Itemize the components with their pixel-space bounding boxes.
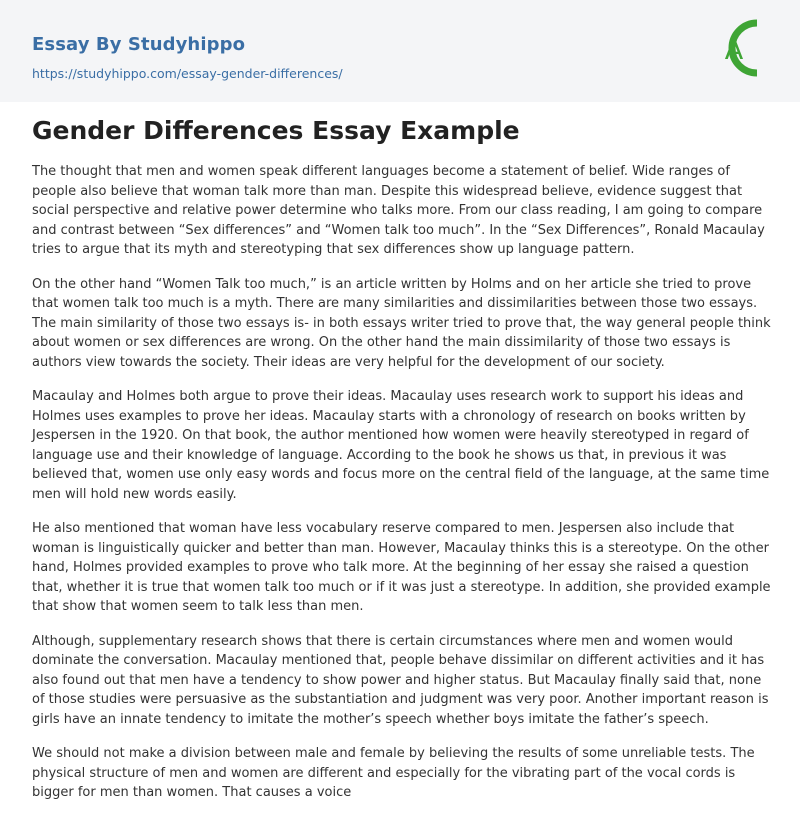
article-paragraph: He also mentioned that woman have less vocabulary reserve compared to men. Jespersen also include that woman is linguistically quicker and better than man. However, Macaulay thinks this is a stereotype. On the other hand, Holmes provided examples to prove who talk more. At the beginning of her essay she raised a question that, whether it is true that women talk too much or if it was just a stereotype. In addition, she provided example that show that women seem to talk less than men. [32,521,771,614]
article-paragraph: Although, supplementary research shows that there is certain circumstances where men and women would dominate the conversation. Macaulay mentioned that, people behave dissimilar on different activities and it has also found out that men have a tendency to show power and higher status. But Macaulay finally said that, none of those studies were persuasive as the substantiation and judgment was very poor. Another important reason is girls have an innate tendency to imitate the mother’s speech whether boys imitate the father’s speech. [32,633,769,727]
site-header [0,0,800,102]
page-url-link[interactable]: https://studyhippo.com/essay-gender-differences/ [32,66,343,81]
site-title[interactable]: Essay By Studyhippo [32,34,246,55]
article-paragraph: Macaulay and Holmes both argue to prove their ideas. Macaulay uses research work to support his ideas and Holmes uses examples to prove her ideas. Macaulay starts with a chronology of research on books written by Jespersen in the 1920. On that book, the author mentioned how women were heavily stereotyped in regard of language use and their knowledge of language. According to the book he shows us that, in previous it was believed that, women use only easy words and focus more on the central field of the language, at the same time men will hold new words easily. [32,389,770,502]
logo-letter: A [724,35,744,66]
article-paragraph: We should not make a division between male and female by believing the results of some unreliable tests. The physical structure of men and women are different and especially for the vibrating part of the vocal cords is bigger for men than women. That causes a voice [32,746,755,800]
article [32,113,772,818]
article-title: Gender Differences Essay Example [32,116,520,145]
article-paragraph: On the other hand “Women Talk too much,” is an article written by Holms and on her article she tried to prove that women talk too much is a myth. There are many similarities and dissimilarities between those two essays. The main similarity of those two essays is- in both essays writer tried to prove that, the way general people think about women or sex differences are wrong. On the other hand the main dissimilarity of those two essays is authors view towards the society. Their ideas are very helpful for the development of our society. [32,276,771,370]
studyhippo-logo-icon[interactable] [713,15,771,81]
article-paragraph: The thought that men and women speak different languages become a statement of belief. Wide ranges of people also believe that woman talk more than man. Despite this widespread believe, evidence suggest that social perspective and relative power determine who talks more. From our class reading, I am going to compare and contrast between “Sex differences” and “Women talk too much”. In the “Sex Differences”, Ronald Macaulay tries to argue that its myth and stereotyping that sex differences show up language pattern. [32,164,765,257]
